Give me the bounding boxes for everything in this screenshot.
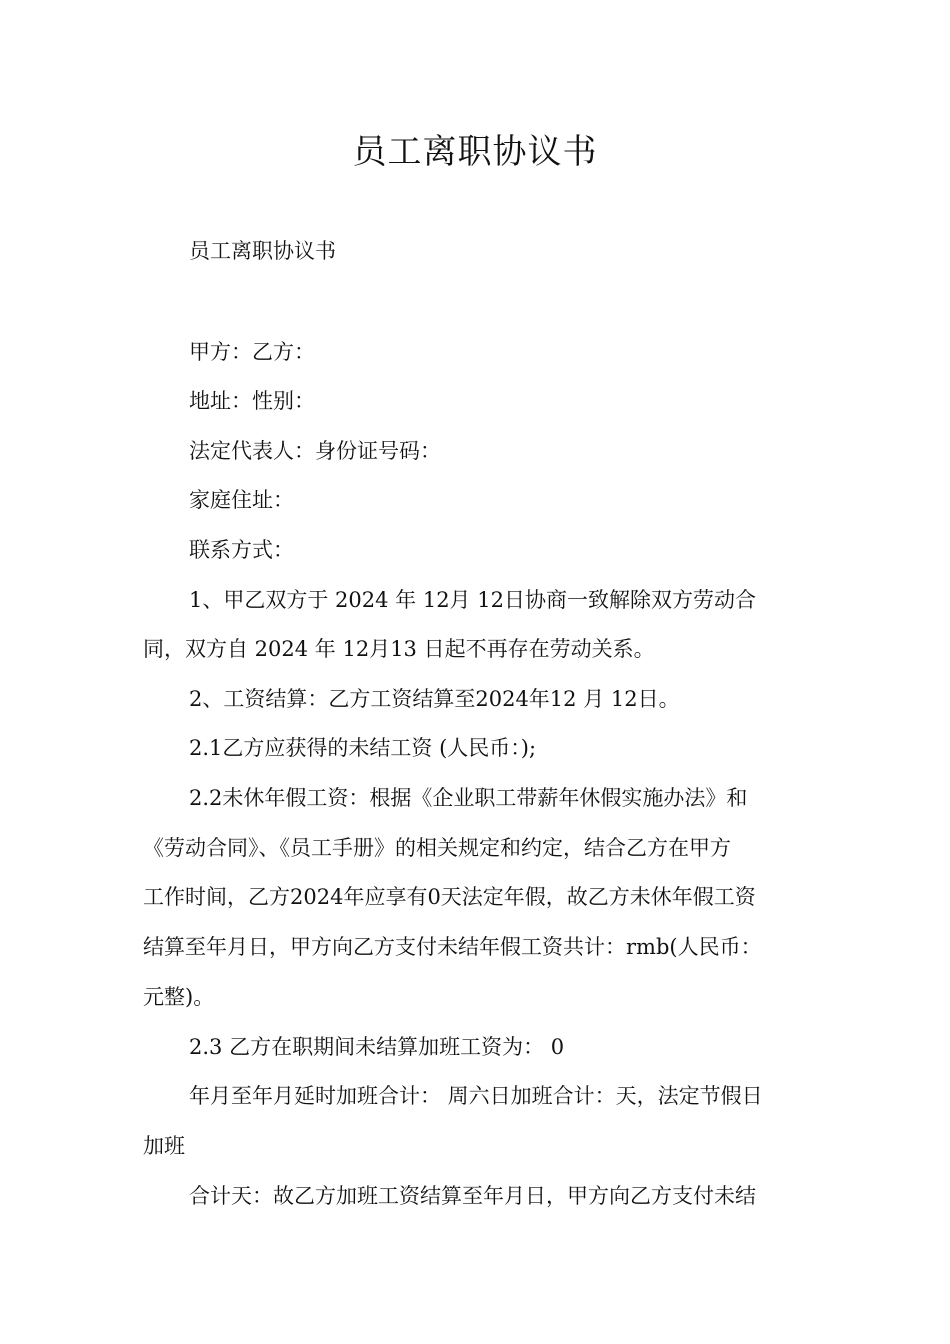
overtime-line-2: 加班 bbox=[143, 1134, 185, 1158]
overtime-line-3: 合计天：故乙方加班工资结算至年月日，甲方向乙方支付未结 bbox=[189, 1184, 756, 1208]
contact-line: 联系方式： bbox=[189, 538, 294, 562]
overtime-line-1: 年月至年月延时加班合计： 周六日加班合计：天，法定节假日 bbox=[189, 1084, 763, 1108]
clause-2-2-line-4: 结算至年月日，甲方向乙方支付未结年假工资共计：rmb(人民币： bbox=[143, 935, 762, 959]
clause-1-line-2: 同，双方自 2024 年 12月13 日起不再存在劳动关系。 bbox=[143, 637, 655, 661]
clause-2-2-line-5: 元整)。 bbox=[143, 985, 215, 1009]
document-subtitle: 员工离职协议书 bbox=[189, 239, 336, 263]
clause-2-2-line-1: 2.2未休年假工资：根据《企业职工带薪年休假实施办法》和 bbox=[189, 786, 748, 810]
home-address-line: 家庭住址： bbox=[189, 488, 294, 512]
clause-2-1: 2.1乙方应获得的未结工资 (人民币：); bbox=[189, 736, 537, 760]
clause-2: 2、工资结算：乙方工资结算至2024年12 月 12日。 bbox=[189, 687, 680, 711]
document-title: 员工离职协议书 bbox=[352, 132, 598, 172]
address-line: 地址：性别： bbox=[189, 389, 315, 413]
clause-2-2-line-2: 《劳动合同》、《员工手册》的相关规定和约定，结合乙方在甲方 bbox=[143, 836, 731, 860]
clause-1-line-1: 1、甲乙双方于 2024 年 12月 12日协商一致解除双方劳动合 bbox=[189, 588, 756, 612]
party-line: 甲方：乙方： bbox=[189, 340, 315, 364]
clause-2-3: 2.3 乙方在职期间未结算加班工资为： 0 bbox=[189, 1035, 565, 1059]
clause-2-2-line-3: 工作时间，乙方2024年应享有0天法定年假，故乙方未休年假工资 bbox=[143, 885, 756, 909]
representative-line: 法定代表人：身份证号码： bbox=[189, 439, 441, 463]
